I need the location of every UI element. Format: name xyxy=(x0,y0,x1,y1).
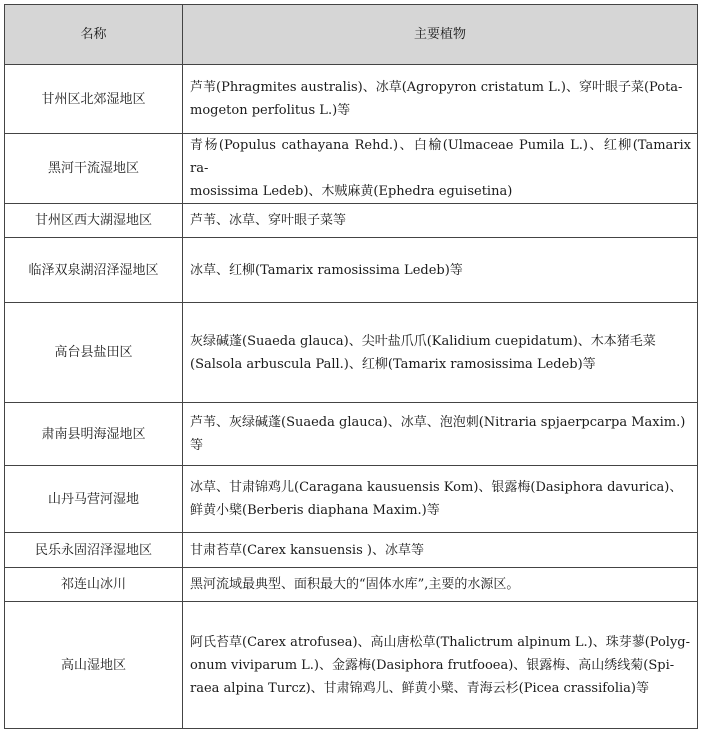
row-name: 甘州区西大湖湿地区 xyxy=(5,204,183,238)
row-plants xyxy=(183,204,698,238)
row-plants-text: 阿氏苔草(Carex atrofusea)、高山唐松草(Thalictrum alpinum L.)、珠芽蓼(Polyg- onum viviparum L.)、金露梅(Dasiphora frutfooea)、银露梅、高山绣线菊(Spi- raea alpina Turcz)、甘肃锦鸡儿、鲜黄小檗、青海云杉(Picea crassifolia)等 xyxy=(190,634,691,696)
row-plants xyxy=(183,533,698,568)
row-plants xyxy=(183,238,698,303)
row-name: 临泽双泉湖沼泽湿地区 xyxy=(5,238,183,303)
row-plants xyxy=(183,568,698,602)
row-plants xyxy=(183,303,698,403)
table-row xyxy=(5,238,698,303)
row-plants-text: 青杨(Populus cathayana Rehd.)、白榆(Ulmaceae Pumila L.)、红柳(Tamarix ra- mosissima Ledeb)、木贼麻黄(Ephedra eguisetina) xyxy=(190,138,691,199)
row-plants-text: 冰草、甘肃锦鸡儿(Caragana kausuensis Kom)、银露梅(Dasiphora davurica)、 鲜黄小檗(Berberis diaphana Maxim.)等 xyxy=(190,480,683,518)
header-name: 名称 xyxy=(5,5,183,65)
table-row xyxy=(5,303,698,403)
row-plants xyxy=(183,65,698,134)
row-plants xyxy=(183,602,698,729)
row-name: 民乐永固沼泽湿地区 xyxy=(5,533,183,568)
wetland-plants-table xyxy=(4,4,698,729)
table-row xyxy=(5,466,698,533)
header-plants: 主要植物 xyxy=(183,5,698,65)
row-plants xyxy=(183,134,698,204)
row-name: 高台县盐田区 xyxy=(5,303,183,403)
table-row xyxy=(5,403,698,466)
row-plants-text: 芦苇、灰绿碱蓬(Suaeda glauca)、冰草、泡泡刺(Nitraria spjaerpcarpa Maxim.) 等 xyxy=(190,415,686,453)
row-name: 黑河干流湿地区 xyxy=(5,134,183,204)
table-row xyxy=(5,602,698,729)
row-plants-text: 芦苇、冰草、穿叶眼子菜等 xyxy=(190,213,347,228)
row-name: 肃南县明海湿地区 xyxy=(5,403,183,466)
table-row xyxy=(5,568,698,602)
row-plants-text: 黑河流域最典型、面积最大的“固体水库”,主要的水源区。 xyxy=(190,577,520,592)
row-name: 山丹马营河湿地 xyxy=(5,466,183,533)
table-header-row xyxy=(5,5,698,65)
row-name: 祁连山冰川 xyxy=(5,568,183,602)
table-row xyxy=(5,65,698,134)
table-row xyxy=(5,204,698,238)
row-name: 高山湿地区 xyxy=(5,602,183,729)
row-plants xyxy=(183,403,698,466)
table-row xyxy=(5,533,698,568)
row-plants xyxy=(183,466,698,533)
row-plants-text: 甘肃苔草(Carex kansuensis )、冰草等 xyxy=(190,542,424,558)
row-name: 甘州区北郊湿地区 xyxy=(5,65,183,134)
row-plants-text: 冰草、红柳(Tamarix ramosissima Ledeb)等 xyxy=(190,262,463,278)
row-plants-text: 灰绿碱蓬(Suaeda glauca)、尖叶盐爪爪(Kalidium cuepidatum)、木本猪毛菜 (Salsola arbuscula Pall.)、红柳(Tamarix ramosissima Ledeb)等 xyxy=(190,333,656,372)
row-plants-text: 芦苇(Phragmites australis)、冰草(Agropyron cristatum L.)、穿叶眼子菜(Pota- mogeton perfolitus L.)等 xyxy=(190,80,683,118)
table-row xyxy=(5,134,698,204)
